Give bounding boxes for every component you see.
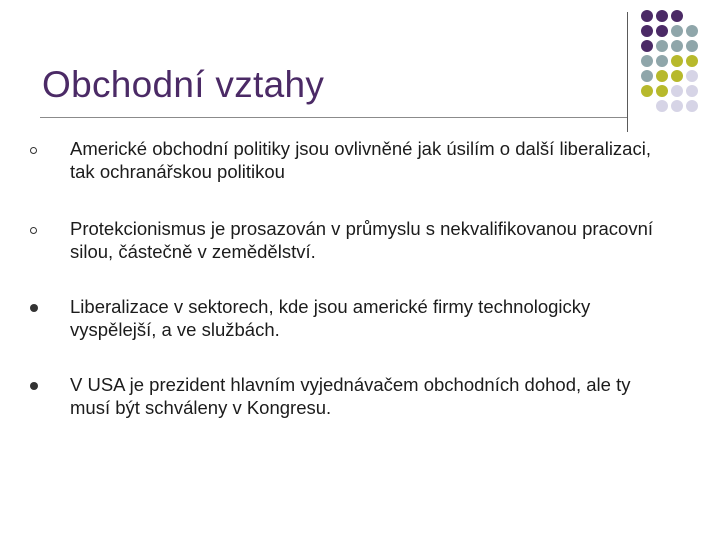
decorative-dot bbox=[686, 40, 698, 52]
decorative-dot bbox=[656, 85, 668, 97]
decorative-dot bbox=[671, 25, 683, 37]
decorative-dot bbox=[656, 55, 668, 67]
bullet-text: V USA je prezident hlavním vyjednávačem obchodních dohod, ale ty musí být schváleny v Kongresu. bbox=[70, 374, 631, 418]
decorative-dot bbox=[641, 40, 653, 52]
decorative-dot bbox=[671, 70, 683, 82]
hollow-bullet-icon bbox=[30, 227, 37, 234]
decorative-dot bbox=[641, 55, 653, 67]
decorative-dot bbox=[656, 100, 668, 112]
decorative-dot bbox=[686, 55, 698, 67]
decorative-dot bbox=[671, 40, 683, 52]
decorative-dot bbox=[641, 85, 653, 97]
bullet-text: Americké obchodní politiky jsou ovlivněné jak úsilím o další liberalizaci, tak ochranářskou politikou bbox=[70, 138, 651, 182]
decorative-dot bbox=[656, 25, 668, 37]
vertical-divider bbox=[627, 12, 628, 132]
decorative-dot bbox=[686, 25, 698, 37]
filled-bullet-icon bbox=[30, 382, 38, 390]
decorative-dot bbox=[671, 10, 683, 22]
decorative-dot bbox=[686, 85, 698, 97]
decorative-dot bbox=[641, 70, 653, 82]
hollow-bullet-icon bbox=[30, 147, 37, 154]
decorative-dot bbox=[656, 40, 668, 52]
decorative-dot bbox=[671, 100, 683, 112]
bullet-text: Protekcionismus je prosazován v průmyslu s nekvalifikovanou pracovní silou, částečně v zemědělství. bbox=[70, 218, 654, 262]
title-divider bbox=[40, 117, 628, 118]
decorative-dot bbox=[641, 10, 653, 22]
bullet-text: Liberalizace v sektorech, kde jsou americké firmy technologicky vyspělejší, a ve službách. bbox=[70, 296, 591, 340]
decorative-dot-grid bbox=[641, 10, 720, 120]
decorative-dot bbox=[671, 85, 683, 97]
decorative-dot bbox=[686, 100, 698, 112]
decorative-dot bbox=[686, 70, 698, 82]
decorative-dot bbox=[656, 10, 668, 22]
filled-bullet-icon bbox=[30, 304, 38, 312]
decorative-dot bbox=[671, 55, 683, 67]
slide-title: Obchodní vztahy bbox=[42, 64, 325, 105]
decorative-dot bbox=[641, 25, 653, 37]
decorative-dot bbox=[656, 70, 668, 82]
